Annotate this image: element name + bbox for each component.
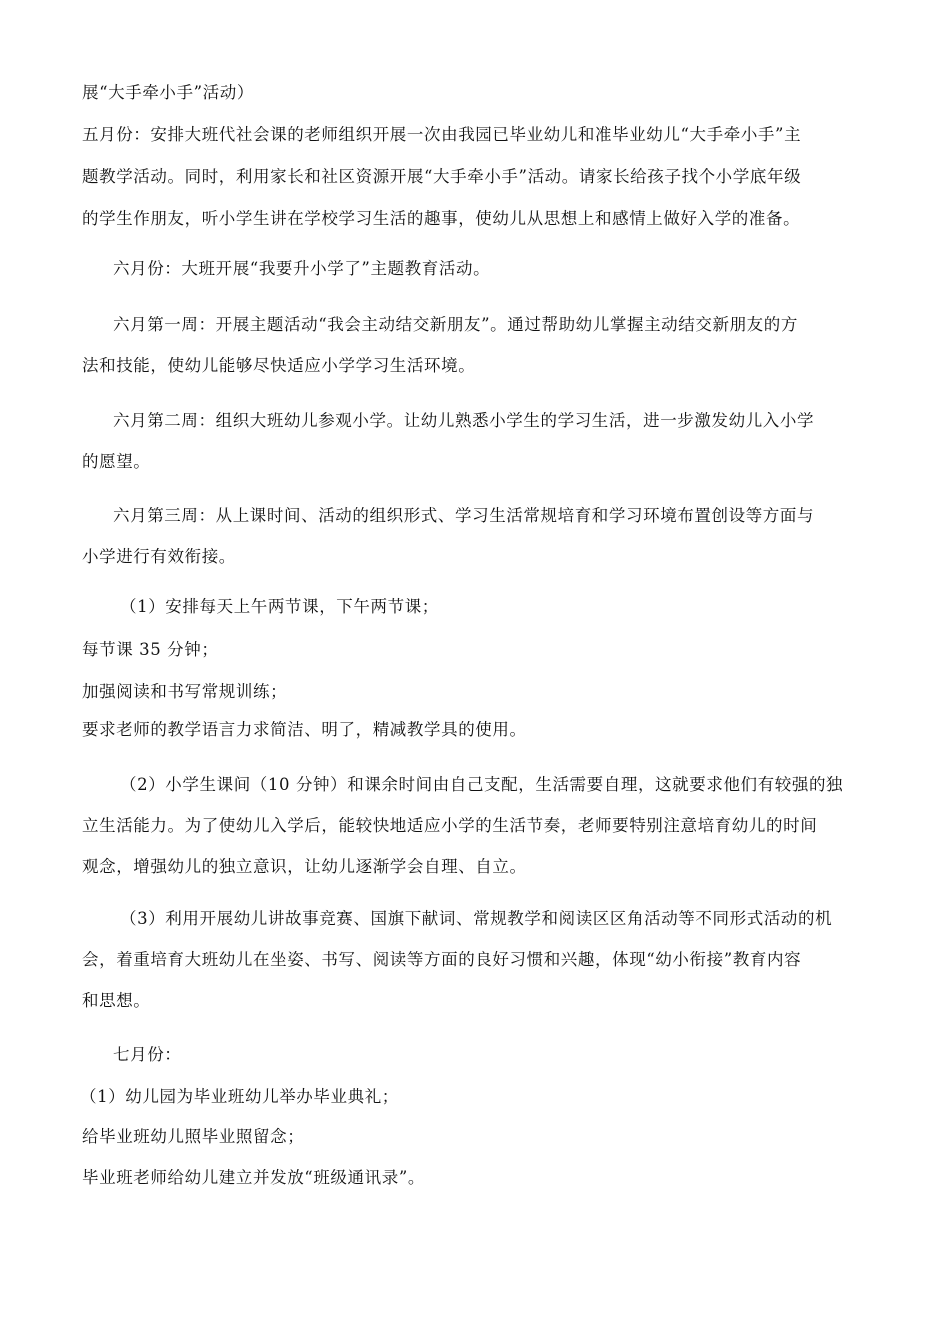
text-line: （3）利用开展幼儿讲故事竞赛、国旗下献词、常规教学和阅读区区角活动等不同形式活动的机 xyxy=(120,909,833,928)
text-line: 每节课 35 分钟； xyxy=(82,640,219,659)
text-line: 五月份：安排大班代社会课的老师组织开展一次由我园已毕业幼儿和准毕业幼儿“大手牵小手”主 xyxy=(82,125,802,144)
text-line: 七月份： xyxy=(113,1045,182,1064)
text-line: 六月份：大班开展“我要升小学了”主题教育活动。 xyxy=(113,259,491,278)
text-line: 毕业班老师给幼儿建立并发放“班级通讯录”。 xyxy=(82,1168,425,1187)
text-line: 要求老师的教学语言力求简洁、明了，精减教学具的使用。 xyxy=(82,720,527,739)
text-line: 给毕业班幼儿照毕业照留念； xyxy=(82,1127,305,1146)
text-line: 和思想。 xyxy=(82,991,151,1010)
text-line: 六月第三周：从上课时间、活动的组织形式、学习生活常规培育和学习环境布置创设等方面与 xyxy=(113,506,815,525)
text-line: 的愿望。 xyxy=(82,452,151,471)
text-line: 题教学活动。同时，利用家长和社区资源开展“大手牵小手”活动。请家长给孩子找个小学底年级 xyxy=(82,167,802,186)
text-line: （1）安排每天上午两节课，下午两节课； xyxy=(120,597,439,616)
text-line: （1）幼儿园为毕业班幼儿举办毕业典礼； xyxy=(80,1087,399,1106)
text-line: 加强阅读和书写常规训练； xyxy=(82,682,288,701)
text-line: 展“大手牵小手”活动） xyxy=(82,83,254,102)
text-line: （2）小学生课间（10 分钟）和课余时间由自己支配，生活需要自理，这就要求他们有较强的独 xyxy=(120,775,844,794)
text-line: 的学生作朋友，听小学生讲在学校学习生活的趣事，使幼儿从思想上和感情上做好入学的准备。 xyxy=(82,209,801,228)
text-line: 观念，增强幼儿的独立意识，让幼儿逐渐学会自理、自立。 xyxy=(82,857,527,876)
text-line: 六月第二周：组织大班幼儿参观小学。让幼儿熟悉小学生的学习生活，进一步激发幼儿入小学 xyxy=(113,411,815,430)
text-line: 立生活能力。为了使幼儿入学后，能较快地适应小学的生活节奏，老师要特别注意培育幼儿的时间 xyxy=(82,816,818,835)
text-line: 小学进行有效衔接。 xyxy=(82,547,236,566)
text-line: 会，着重培育大班幼儿在坐姿、书写、阅读等方面的良好习惯和兴趣，体现“幼小衔接”教育内容 xyxy=(82,950,802,969)
text-line: 六月第一周：开展主题活动“我会主动结交新朋友”。通过帮助幼儿掌握主动结交新朋友的方 xyxy=(113,315,798,334)
text-line: 法和技能，使幼儿能够尽快适应小学学习生活环境。 xyxy=(82,356,476,375)
